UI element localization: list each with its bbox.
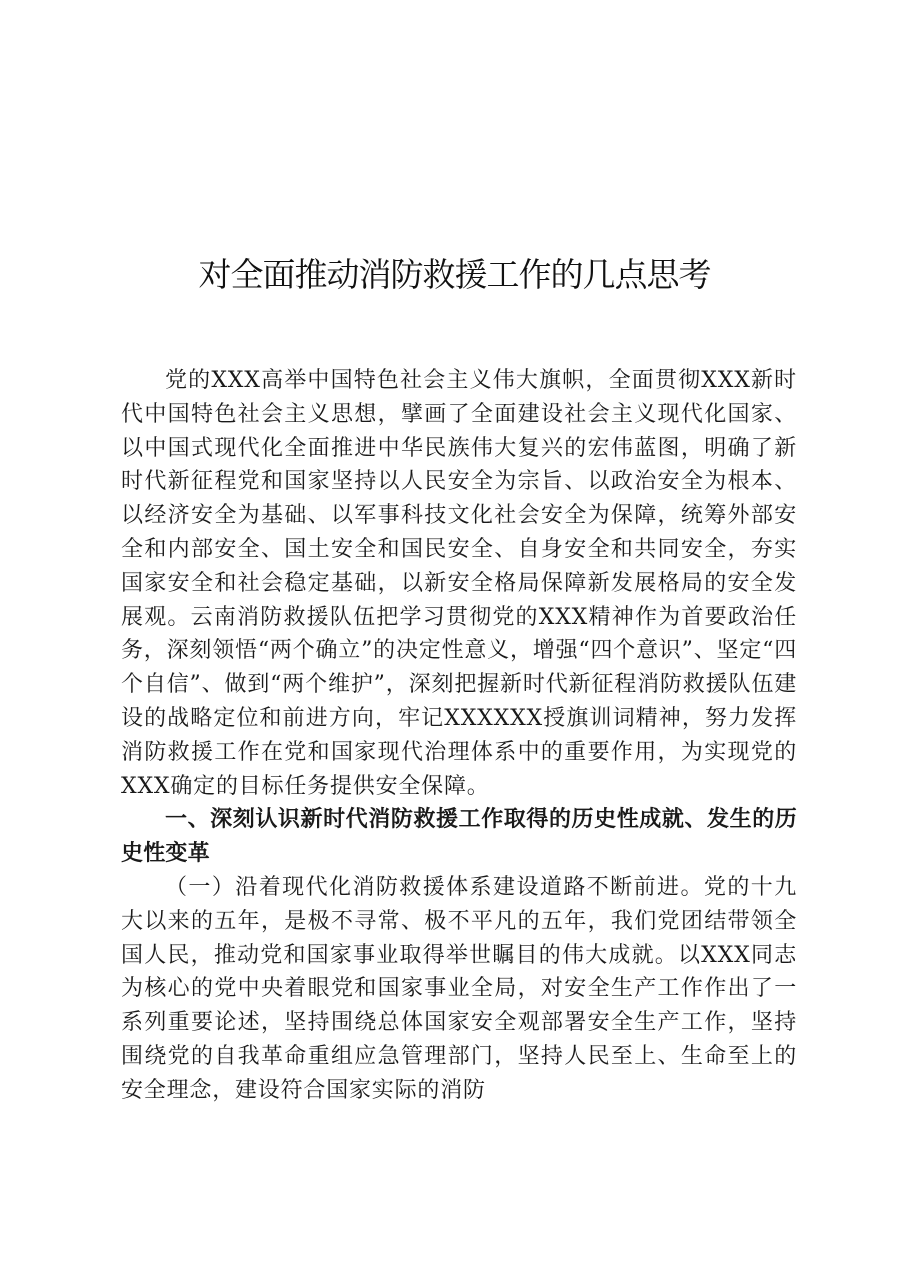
document-body [121, 364, 797, 1108]
subsection-paragraph: （一）沿着现代化消防救援体系建设道路不断前进。党的十九大以来的五年，是极不寻常、极不平凡的五年，我们党团结带领全国人民，推动党和国家事业取得举世瞩目的伟大成就。以XXX同志为核心的党中央着眼党和国家事业全局，对安全生产工作作出了一系列重要论述，坚持围绕总体国家安全观部署安全生产工作，坚持围绕党的自我革命重组应急管理部门，坚持人民至上、生命至上的安全理念，建设符合国家实际的消防 [121, 874, 797, 1103]
intro-paragraph: 党的XXX高举中国特色社会主义伟大旗帜，全面贯彻XXX新时代中国特色社会主义思想，擘画了全面建设社会主义现代化国家、以中国式现代化全面推进中华民族伟大复兴的宏伟蓝图，明确了新时代新征程党和国家坚持以人民安全为宗旨、以政治安全为根本、以经济安全为基础、以军事科技文化社会安全为保障，统筹外部安全和内部安全、国土安全和国民安全、自身安全和共同安全，夯实国家安全和社会稳定基础，以新安全格局保障新发展格局的安全发展观。云南消防救援队伍把学习贯彻党的XXX精神作为首要政治任务，深刻领悟“两个确立”的决定性意义，增强“四个意识”、坚定“四个自信”、做到“两个维护”，深刻把握新时代新征程消防救援队伍建设的战略定位和前进方向，牢记XXXXXX授旗训词精神，努力发挥消防救援工作在党和国家现代治理体系中的重要作用，为实现党的XXX确定的目标任务提供安全保障。 [121, 368, 797, 799]
document-title: 对全面推动消防救援工作的几点思考 [198, 255, 711, 294]
section-heading: 一、深刻认识新时代消防救援工作取得的历史性成就、发生的历史性变革 [121, 807, 797, 867]
